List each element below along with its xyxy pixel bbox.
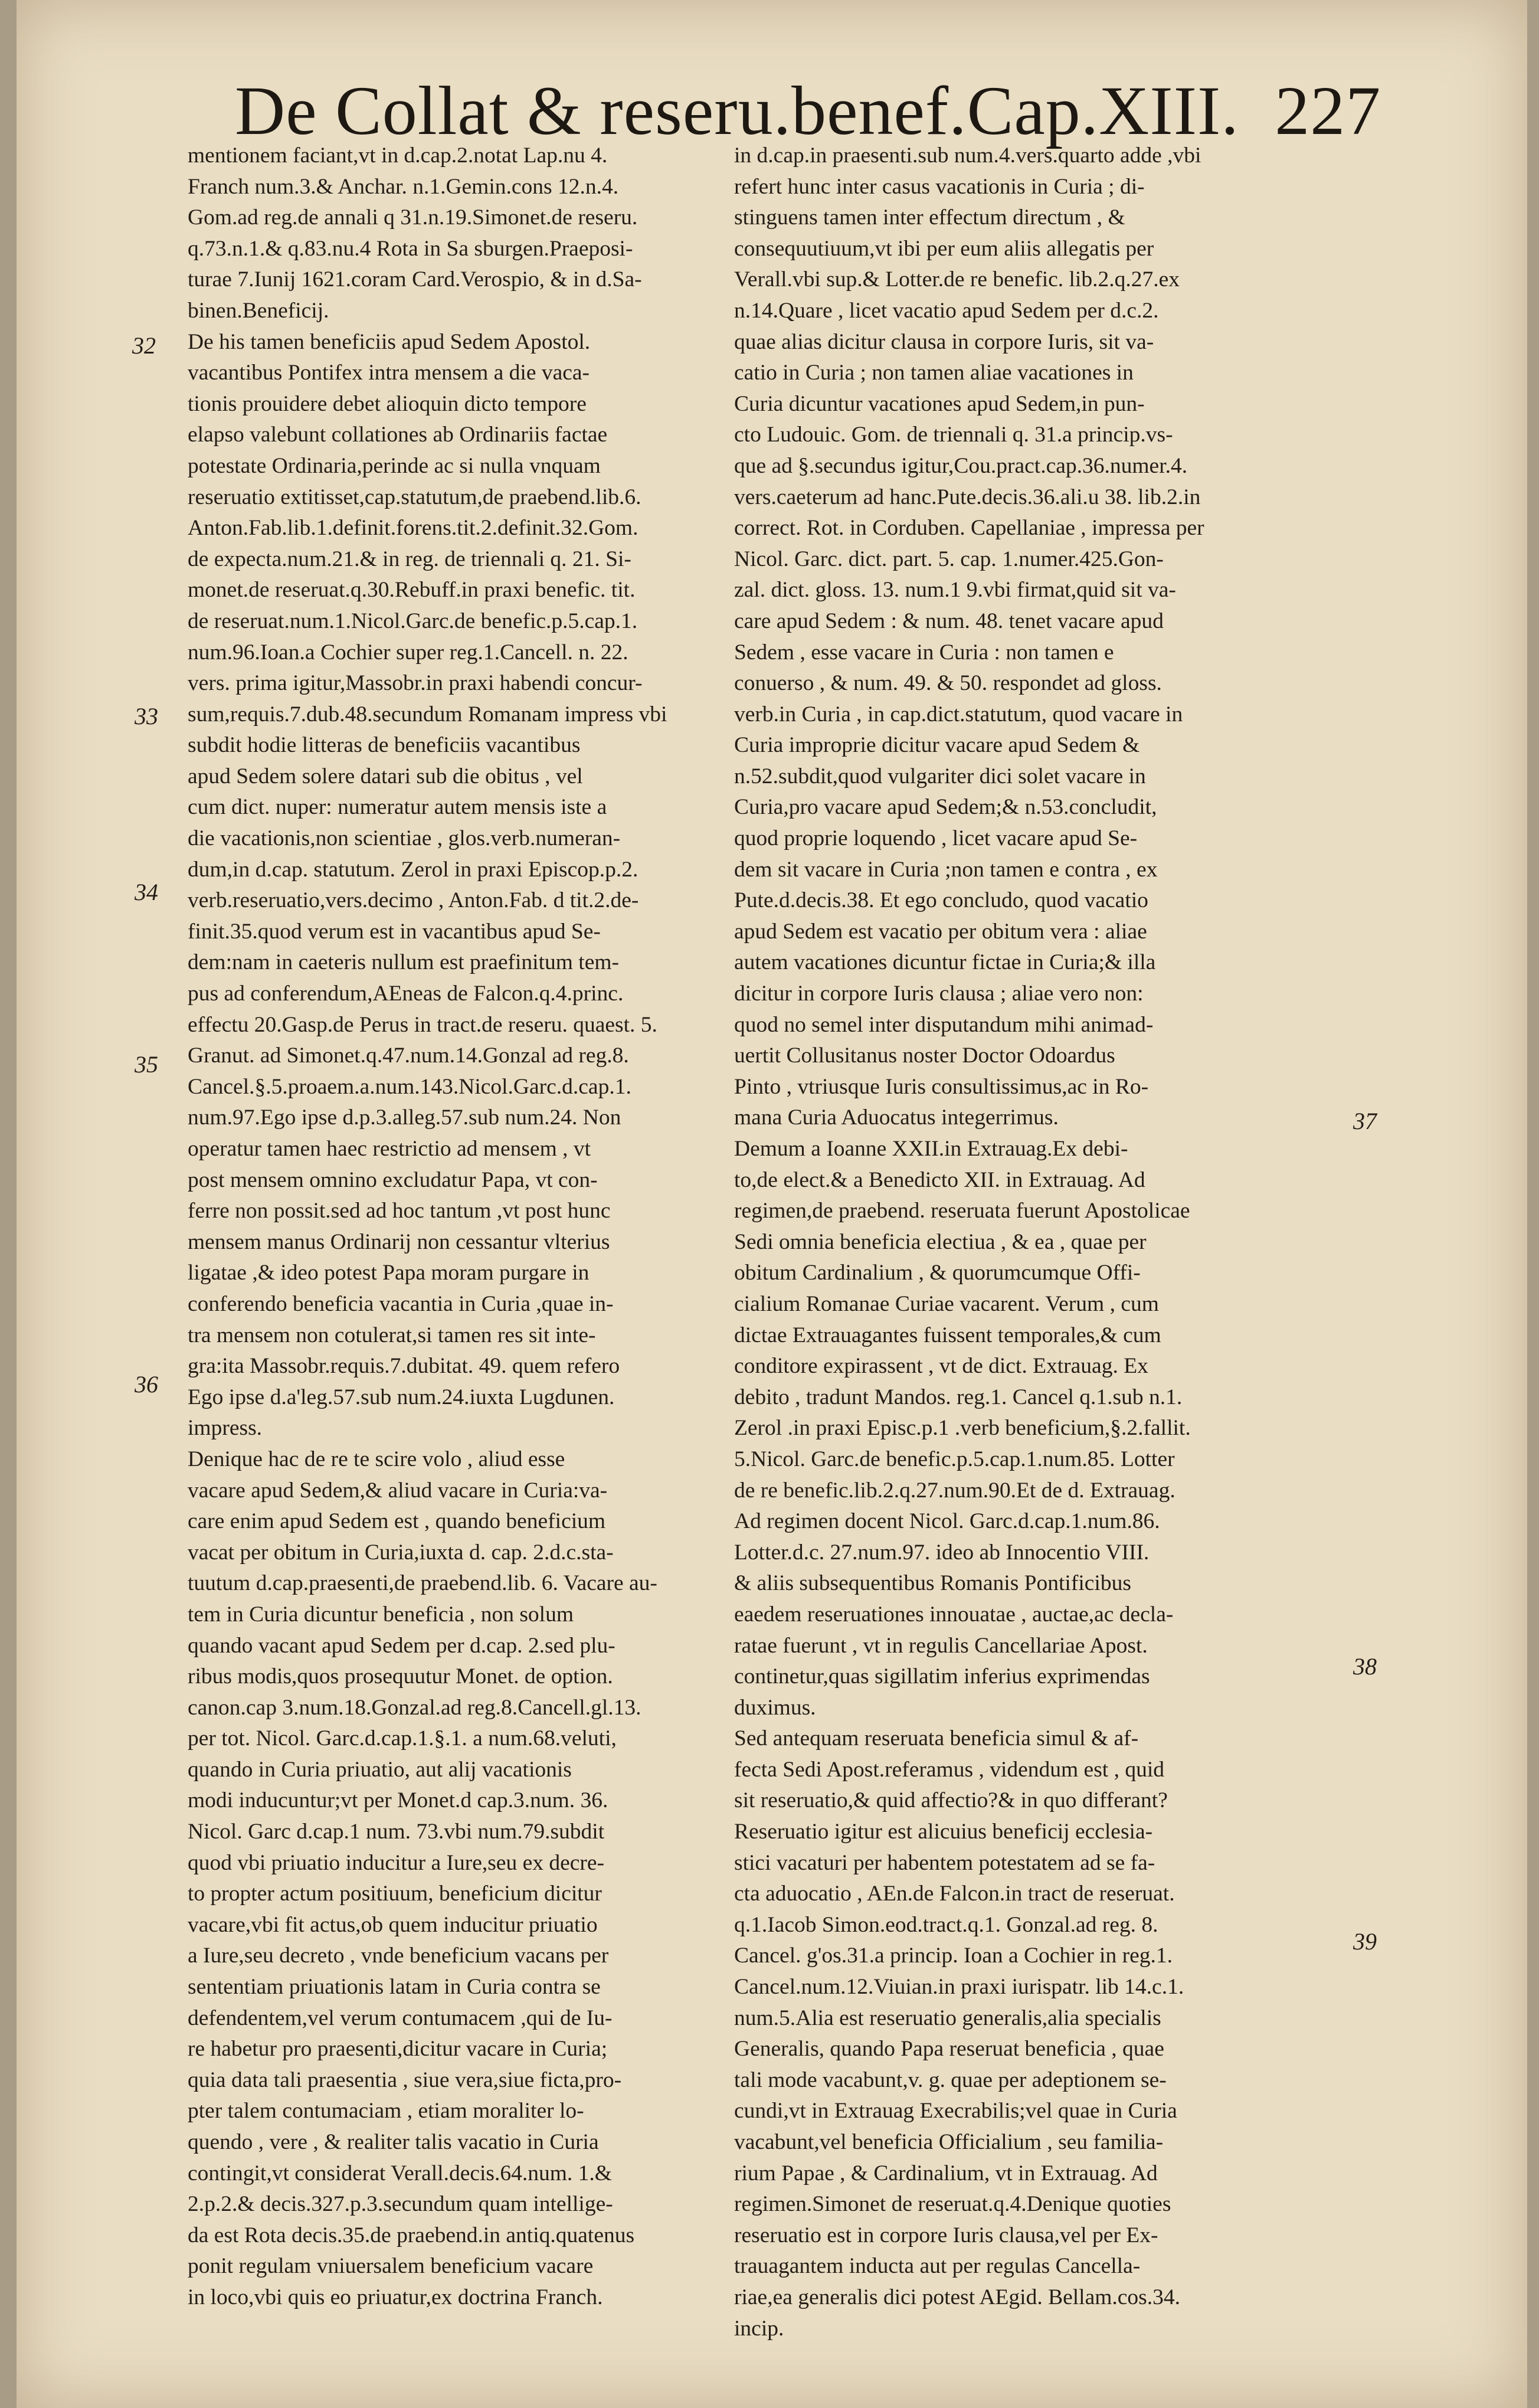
- text-line: Cancel.num.12.Viuian.in praxi iurispatr. lib 14.c.1.: [734, 1975, 1184, 2000]
- text-line: mentionem faciant,vt in d.cap.2.notat Lap.nu 4.: [188, 143, 608, 168]
- text-line: q.1.Iacob Simon.eod.tract.q.1. Gonzal.ad reg. 8.: [734, 1912, 1158, 1937]
- margin-number: 36: [135, 1371, 158, 1398]
- text-line: tuutum d.cap.praesenti,de praebend.lib. 6. Vacare au-: [188, 1571, 657, 1596]
- text-line: Gom.ad reg.de annali q 31.n.19.Simonet.de reseru.: [188, 205, 638, 230]
- text-line: ponit regulam vniuersalem beneficium vacare: [188, 2254, 594, 2279]
- text-line: conuerso , & num. 49. & 50. respondet ad gloss.: [734, 671, 1162, 696]
- text-line: verb.reseruatio,vers.decimo , Anton.Fab. d tit.2.de-: [188, 888, 639, 913]
- text-line: regimen.Simonet de reseruat.q.4.Denique quoties: [734, 2192, 1171, 2217]
- text-line: vers. prima igitur,Massobr.in praxi habendi concur-: [188, 671, 643, 696]
- margin-number: 39: [1353, 1928, 1377, 1955]
- page-number: 227: [1275, 72, 1381, 149]
- text-line: apud Sedem solere datari sub die obitus , vel: [188, 764, 583, 789]
- text-line: per tot. Nicol. Garc.d.cap.1.§.1. a num.68.veluti,: [188, 1726, 617, 1751]
- text-line: 5.Nicol. Garc.de benefic.p.5.cap.1.num.85. Lotter: [734, 1447, 1175, 1471]
- text-line: potestate Ordinaria,perinde ac si nulla vnquam: [188, 453, 601, 478]
- text-line: riae,ea generalis dici potest AEgid. Bellam.cos.34.: [734, 2285, 1181, 2309]
- text-line: num.96.Ioan.a Cochier super reg.1.Cancell. n. 22.: [188, 640, 628, 665]
- text-line: monet.de reseruat.q.30.Rebuff.in praxi benefic. tit.: [188, 578, 636, 603]
- text-line: Sedi omnia beneficia electiua , & ea , quae per: [734, 1229, 1147, 1254]
- text-line: Curia improprie dicitur vacare apud Sedem &: [734, 733, 1140, 758]
- text-line: to,de elect.& a Benedicto XII. in Extrauag. Ad: [734, 1167, 1145, 1192]
- text-line: die vacationis,non scientiae , glos.verb.numeran-: [188, 826, 621, 851]
- text-line: Ego ipse d.a'leg.57.sub num.24.iuxta Lugdunen.: [188, 1385, 615, 1409]
- text-line: Nicol. Garc. dict. part. 5. cap. 1.numer.425.Gon-: [734, 547, 1164, 571]
- text-line: cialium Romanae Curiae vacarent. Verum , cum: [734, 1291, 1159, 1316]
- margin-number: 32: [132, 332, 156, 359]
- text-line: n.52.subdit,quod vulgariter dici solet vacare in: [734, 764, 1146, 789]
- text-line: vacabunt,vel beneficia Officialium , seu familia-: [734, 2130, 1164, 2154]
- text-line: in d.cap.in praesenti.sub num.4.vers.quarto adde ,vbi: [734, 143, 1201, 168]
- text-line: dem:nam in caeteris nullum est praefinitum tem-: [188, 950, 620, 975]
- text-line: Anton.Fab.lib.1.definit.forens.tit.2.definit.32.Gom.: [188, 516, 638, 541]
- text-line: effectu 20.Gasp.de Perus in tract.de reseru. quaest. 5.: [188, 1012, 657, 1037]
- text-line: quod proprie loquendo , licet vacare apud Se-: [734, 826, 1138, 851]
- text-line: zal. dict. gloss. 13. num.1 9.vbi firmat,quid sit va-: [734, 578, 1176, 603]
- text-line: cta aduocatio , AEn.de Falcon.in tract de reseruat.: [734, 1882, 1175, 1906]
- text-line: to propter actum positiuum, beneficium dicitur: [188, 1882, 602, 1906]
- text-line: mana Curia Aduocatus integerrimus.: [734, 1105, 1059, 1130]
- text-line: regimen,de praebend. reseruata fuerunt Apostolicae: [734, 1199, 1190, 1223]
- text-line: conferendo beneficia vacantia in Curia ,quae in-: [188, 1291, 614, 1316]
- text-line: dictae Extrauagantes fuissent temporales,& cum: [734, 1323, 1161, 1347]
- text-line: quando vacant apud Sedem per d.cap. 2.sed plu-: [188, 1633, 615, 1658]
- text-line: 2.p.2.& decis.327.p.3.secundum quam intellige-: [188, 2192, 613, 2217]
- text-line: cto Ludouic. Gom. de triennali q. 31.a princip.vs-: [734, 423, 1173, 447]
- margin-number: 37: [1353, 1108, 1377, 1134]
- text-line: num.5.Alia est reseruatio generalis,alia specialis: [734, 2005, 1161, 2030]
- margin-number: 34: [135, 879, 158, 905]
- text-line: quando in Curia priuatio, aut alij vacationis: [188, 1757, 572, 1782]
- book-page: [17, 0, 1527, 2408]
- text-line: Curia,pro vacare apud Sedem;& n.53.concludit,: [734, 795, 1157, 820]
- text-line: n.14.Quare , licet vacatio apud Sedem per d.c.2.: [734, 298, 1159, 323]
- text-line: Sedem , esse vacare in Curia : non tamen e: [734, 640, 1114, 665]
- text-line: vacat per obitum in Curia,iuxta d. cap. 2.d.c.sta-: [188, 1540, 614, 1565]
- text-line: Sed antequam reseruata beneficia simul & af-: [734, 1726, 1139, 1751]
- text-line: Curia dicuntur vacationes apud Sedem,in pun-: [734, 391, 1145, 416]
- text-line: tionis prouidere debet alioquin dicto tempore: [188, 391, 587, 416]
- text-line: duximus.: [734, 1695, 816, 1720]
- text-line: ribus modis,quos prosequutur Monet. de option.: [188, 1664, 613, 1689]
- text-line: consequutiuum,vt ibi per eum aliis allegatis per: [734, 236, 1154, 261]
- text-line: correct. Rot. in Corduben. Capellaniae , impressa per: [734, 516, 1204, 541]
- left-text-column: [188, 140, 790, 2314]
- text-line: vacare apud Sedem,& aliud vacare in Curia:va-: [188, 1478, 608, 1503]
- text-line: in loco,vbi quis eo priuatur,ex doctrina Franch.: [188, 2285, 603, 2309]
- text-line: gra:ita Massobr.requis.7.dubitat. 49. quem refero: [188, 1354, 620, 1379]
- text-line: quae alias dicitur clausa in corpore Iuris, sit va-: [734, 329, 1154, 354]
- text-line: Granut. ad Simonet.q.47.num.14.Gonzal ad reg.8.: [188, 1043, 629, 1068]
- text-line: post mensem omnino excludatur Papa, vt con-: [188, 1167, 598, 1192]
- text-line: Cancel. g'os.31.a princip. Ioan a Cochier in reg.1.: [734, 1944, 1173, 1968]
- text-line: vacantibus Pontifex intra mensem a die vaca-: [188, 361, 590, 385]
- running-header: [235, 71, 1381, 149]
- text-line: ratae fuerunt , vt in regulis Cancellariae Apost.: [734, 1633, 1148, 1658]
- text-line: fecta Sedi Apost.referamus , videndum est , quid: [734, 1757, 1164, 1782]
- text-line: autem vacationes dicuntur fictae in Curia;& illa: [734, 950, 1156, 975]
- text-line: turae 7.Iunij 1621.coram Card.Verospio, & in d.Sa-: [188, 267, 642, 292]
- text-line: obitum Cardinalium , & quorumcumque Offi-: [734, 1261, 1141, 1285]
- text-line: Franch num.3.& Anchar. n.1.Gemin.cons 12.n.4.: [188, 174, 619, 199]
- text-line: contingit,vt considerat Verall.decis.64.num. 1.&: [188, 2161, 612, 2185]
- text-line: pus ad conferendum,AEneas de Falcon.q.4.princ.: [188, 981, 624, 1006]
- text-line: uertit Collusitanus noster Doctor Odoardus: [734, 1043, 1115, 1068]
- text-line: ligatae ,& ideo potest Papa moram purgare in: [188, 1261, 590, 1285]
- text-line: pter talem contumaciam , etiam moraliter lo-: [188, 2099, 584, 2124]
- text-line: verb.in Curia , in cap.dict.statutum, quod vacare in: [734, 702, 1183, 727]
- text-line: trauagantem inducta aut per regulas Cancella-: [734, 2254, 1141, 2279]
- text-line: Cancel.§.5.proaem.a.num.143.Nicol.Garc.d.cap.1.: [188, 1074, 631, 1099]
- text-line: incip.: [734, 2316, 784, 2341]
- text-line: dem sit vacare in Curia ;non tamen e contra , ex: [734, 857, 1158, 882]
- text-line: & aliis subsequentibus Romanis Pontificibus: [734, 1571, 1131, 1596]
- text-line: refert hunc inter casus vacationis in Curia ; di-: [734, 174, 1145, 199]
- text-line: Pute.d.decis.38. Et ego concludo, quod vacatio: [734, 888, 1148, 913]
- text-line: quia data tali praesentia , siue vera,siue ficta,pro-: [188, 2067, 622, 2092]
- text-line: cum dict. nuper: numeratur autem mensis iste a: [188, 795, 607, 820]
- text-line: rium Papae , & Cardinalium, vt in Extrauag. Ad: [734, 2161, 1158, 2185]
- text-line: care apud Sedem : & num. 48. tenet vacare apud: [734, 608, 1164, 633]
- text-line: Demum a Ioanne XXII.in Extrauag.Ex debi-: [734, 1137, 1128, 1161]
- text-line: Zerol .in praxi Episc.p.1 .verb beneficium,§.2.fallit.: [734, 1416, 1191, 1441]
- text-line: sum,requis.7.dub.48.secundum Romanam impress vbi: [188, 702, 667, 727]
- text-line: num.97.Ego ipse d.p.3.alleg.57.sub num.24. Non: [188, 1105, 621, 1130]
- text-line: canon.cap 3.num.18.Gonzal.ad reg.8.Cancell.gl.13.: [188, 1695, 641, 1720]
- text-line: stinguens tamen inter effectum directum , &: [734, 205, 1125, 230]
- text-line: care enim apud Sedem est , quando beneficium: [188, 1509, 606, 1534]
- text-line: Nicol. Garc d.cap.1 num. 73.vbi num.79.subdit: [188, 1820, 605, 1844]
- text-line: de reseruat.num.1.Nicol.Garc.de benefic.p.5.cap.1.: [188, 608, 638, 633]
- header-title: De Collat & reseru.benef.Cap.XIII.: [235, 72, 1239, 149]
- text-line: mensem manus Ordinarij non cessantur vlterius: [188, 1229, 610, 1254]
- text-line: sententiam priuationis latam in Curia contra se: [188, 1975, 601, 2000]
- text-line: subdit hodie litteras de beneficiis vacantibus: [188, 733, 581, 758]
- text-line: debito , tradunt Mandos. reg.1. Cancel q.1.sub n.1.: [734, 1385, 1183, 1409]
- text-line: tali mode vacabunt,v. g. quae per adeptionem se-: [734, 2067, 1167, 2092]
- text-line: vacare,vbi fit actus,ob quem inducitur priuatio: [188, 1912, 598, 1937]
- text-line: finit.35.quod verum est in vacantibus apud Se-: [188, 919, 601, 944]
- text-line: de re benefic.lib.2.q.27.num.90.Et de d. Extrauag.: [734, 1478, 1175, 1503]
- text-line: ferre non possit.sed ad hoc tantum ,vt post hunc: [188, 1199, 611, 1223]
- text-line: reseruatio extitisset,cap.statutum,de praebend.lib.6.: [188, 485, 641, 509]
- text-line: Lotter.d.c. 27.num.97. ideo ab Innocentio VIII.: [734, 1540, 1150, 1565]
- margin-number: 38: [1353, 1653, 1377, 1680]
- margin-number: 35: [135, 1051, 158, 1078]
- text-line: Pinto , vtriusque Iuris consultissimus,ac in Ro-: [734, 1074, 1149, 1099]
- text-line: elapso valebunt collationes ab Ordinariis factae: [188, 423, 608, 447]
- right-text-column: [734, 140, 1336, 2344]
- text-line: da est Rota decis.35.de praebend.in antiq.quatenus: [188, 2223, 635, 2247]
- text-line: Denique hac de re te scire volo , aliud esse: [188, 1447, 565, 1471]
- text-line: Generalis, quando Papa reseruat beneficia , quae: [734, 2037, 1164, 2062]
- text-line: apud Sedem est vacatio per obitum vera : aliae: [734, 919, 1147, 944]
- text-line: defendentem,vel verum contumacem ,qui de Iu-: [188, 2005, 613, 2030]
- text-line: De his tamen beneficiis apud Sedem Apostol.: [188, 329, 591, 354]
- text-line: quendo , vere , & realiter talis vacatio in Curia: [188, 2130, 599, 2154]
- text-line: q.73.n.1.& q.83.nu.4 Rota in Sa sburgen.Praeposi-: [188, 236, 633, 261]
- text-line: continetur,quas sigillatim inferius exprimendas: [734, 1664, 1150, 1689]
- text-line: dicitur in corpore Iuris clausa ; aliae vero non:: [734, 981, 1144, 1006]
- text-line: binen.Beneficij.: [188, 298, 329, 323]
- text-line: dum,in d.cap. statutum. Zerol in praxi Episcop.p.2.: [188, 857, 638, 882]
- text-line: conditore expirassent , vt de dict. Extrauag. Ex: [734, 1354, 1148, 1379]
- text-line: tra mensem non cotulerat,si tamen res sit inte-: [188, 1323, 596, 1347]
- text-line: de expecta.num.21.& in reg. de triennali q. 21. Si-: [188, 547, 631, 571]
- text-line: sit reseruatio,& quid affectio?& in quo differant?: [734, 1788, 1168, 1813]
- text-line: eaedem reseruationes innouatae , auctae,ac decla-: [734, 1602, 1174, 1627]
- text-line: Ad regimen docent Nicol. Garc.d.cap.1.num.86.: [734, 1509, 1160, 1534]
- text-line: Verall.vbi sup.& Lotter.de re benefic. lib.2.q.27.ex: [734, 267, 1180, 292]
- text-line: a Iure,seu decreto , vnde beneficium vacans per: [188, 1944, 609, 1968]
- text-line: modi inducuntur;vt per Monet.d cap.3.num. 36.: [188, 1788, 608, 1813]
- text-line: quod no semel inter disputandum mihi animad-: [734, 1012, 1154, 1037]
- text-line: stici vacaturi per habentem potestatem ad se fa-: [734, 1850, 1155, 1875]
- text-line: cundi,vt in Extrauag Execrabilis;vel quae in Curia: [734, 2099, 1177, 2124]
- text-line: tem in Curia dicuntur beneficia , non solum: [188, 1602, 574, 1627]
- text-line: vers.caeterum ad hanc.Pute.decis.36.ali.u 38. lib.2.in: [734, 485, 1201, 509]
- text-line: quod vbi priuatio inducitur a Iure,seu ex decre-: [188, 1850, 604, 1875]
- text-line: catio in Curia ; non tamen aliae vacationes in: [734, 361, 1134, 385]
- text-line: re habetur pro praesenti,dicitur vacare in Curia;: [188, 2037, 608, 2062]
- text-line: operatur tamen haec restrictio ad mensem , vt: [188, 1137, 591, 1161]
- text-line: que ad §.secundus igitur,Cou.pract.cap.36.numer.4.: [734, 453, 1188, 478]
- margin-number: 33: [135, 703, 158, 729]
- text-line: reseruatio est in corpore Iuris clausa,vel per Ex-: [734, 2223, 1158, 2247]
- text-line: Reseruatio igitur est alicuius beneficij ecclesia-: [734, 1820, 1153, 1844]
- text-line: impress.: [188, 1416, 263, 1441]
